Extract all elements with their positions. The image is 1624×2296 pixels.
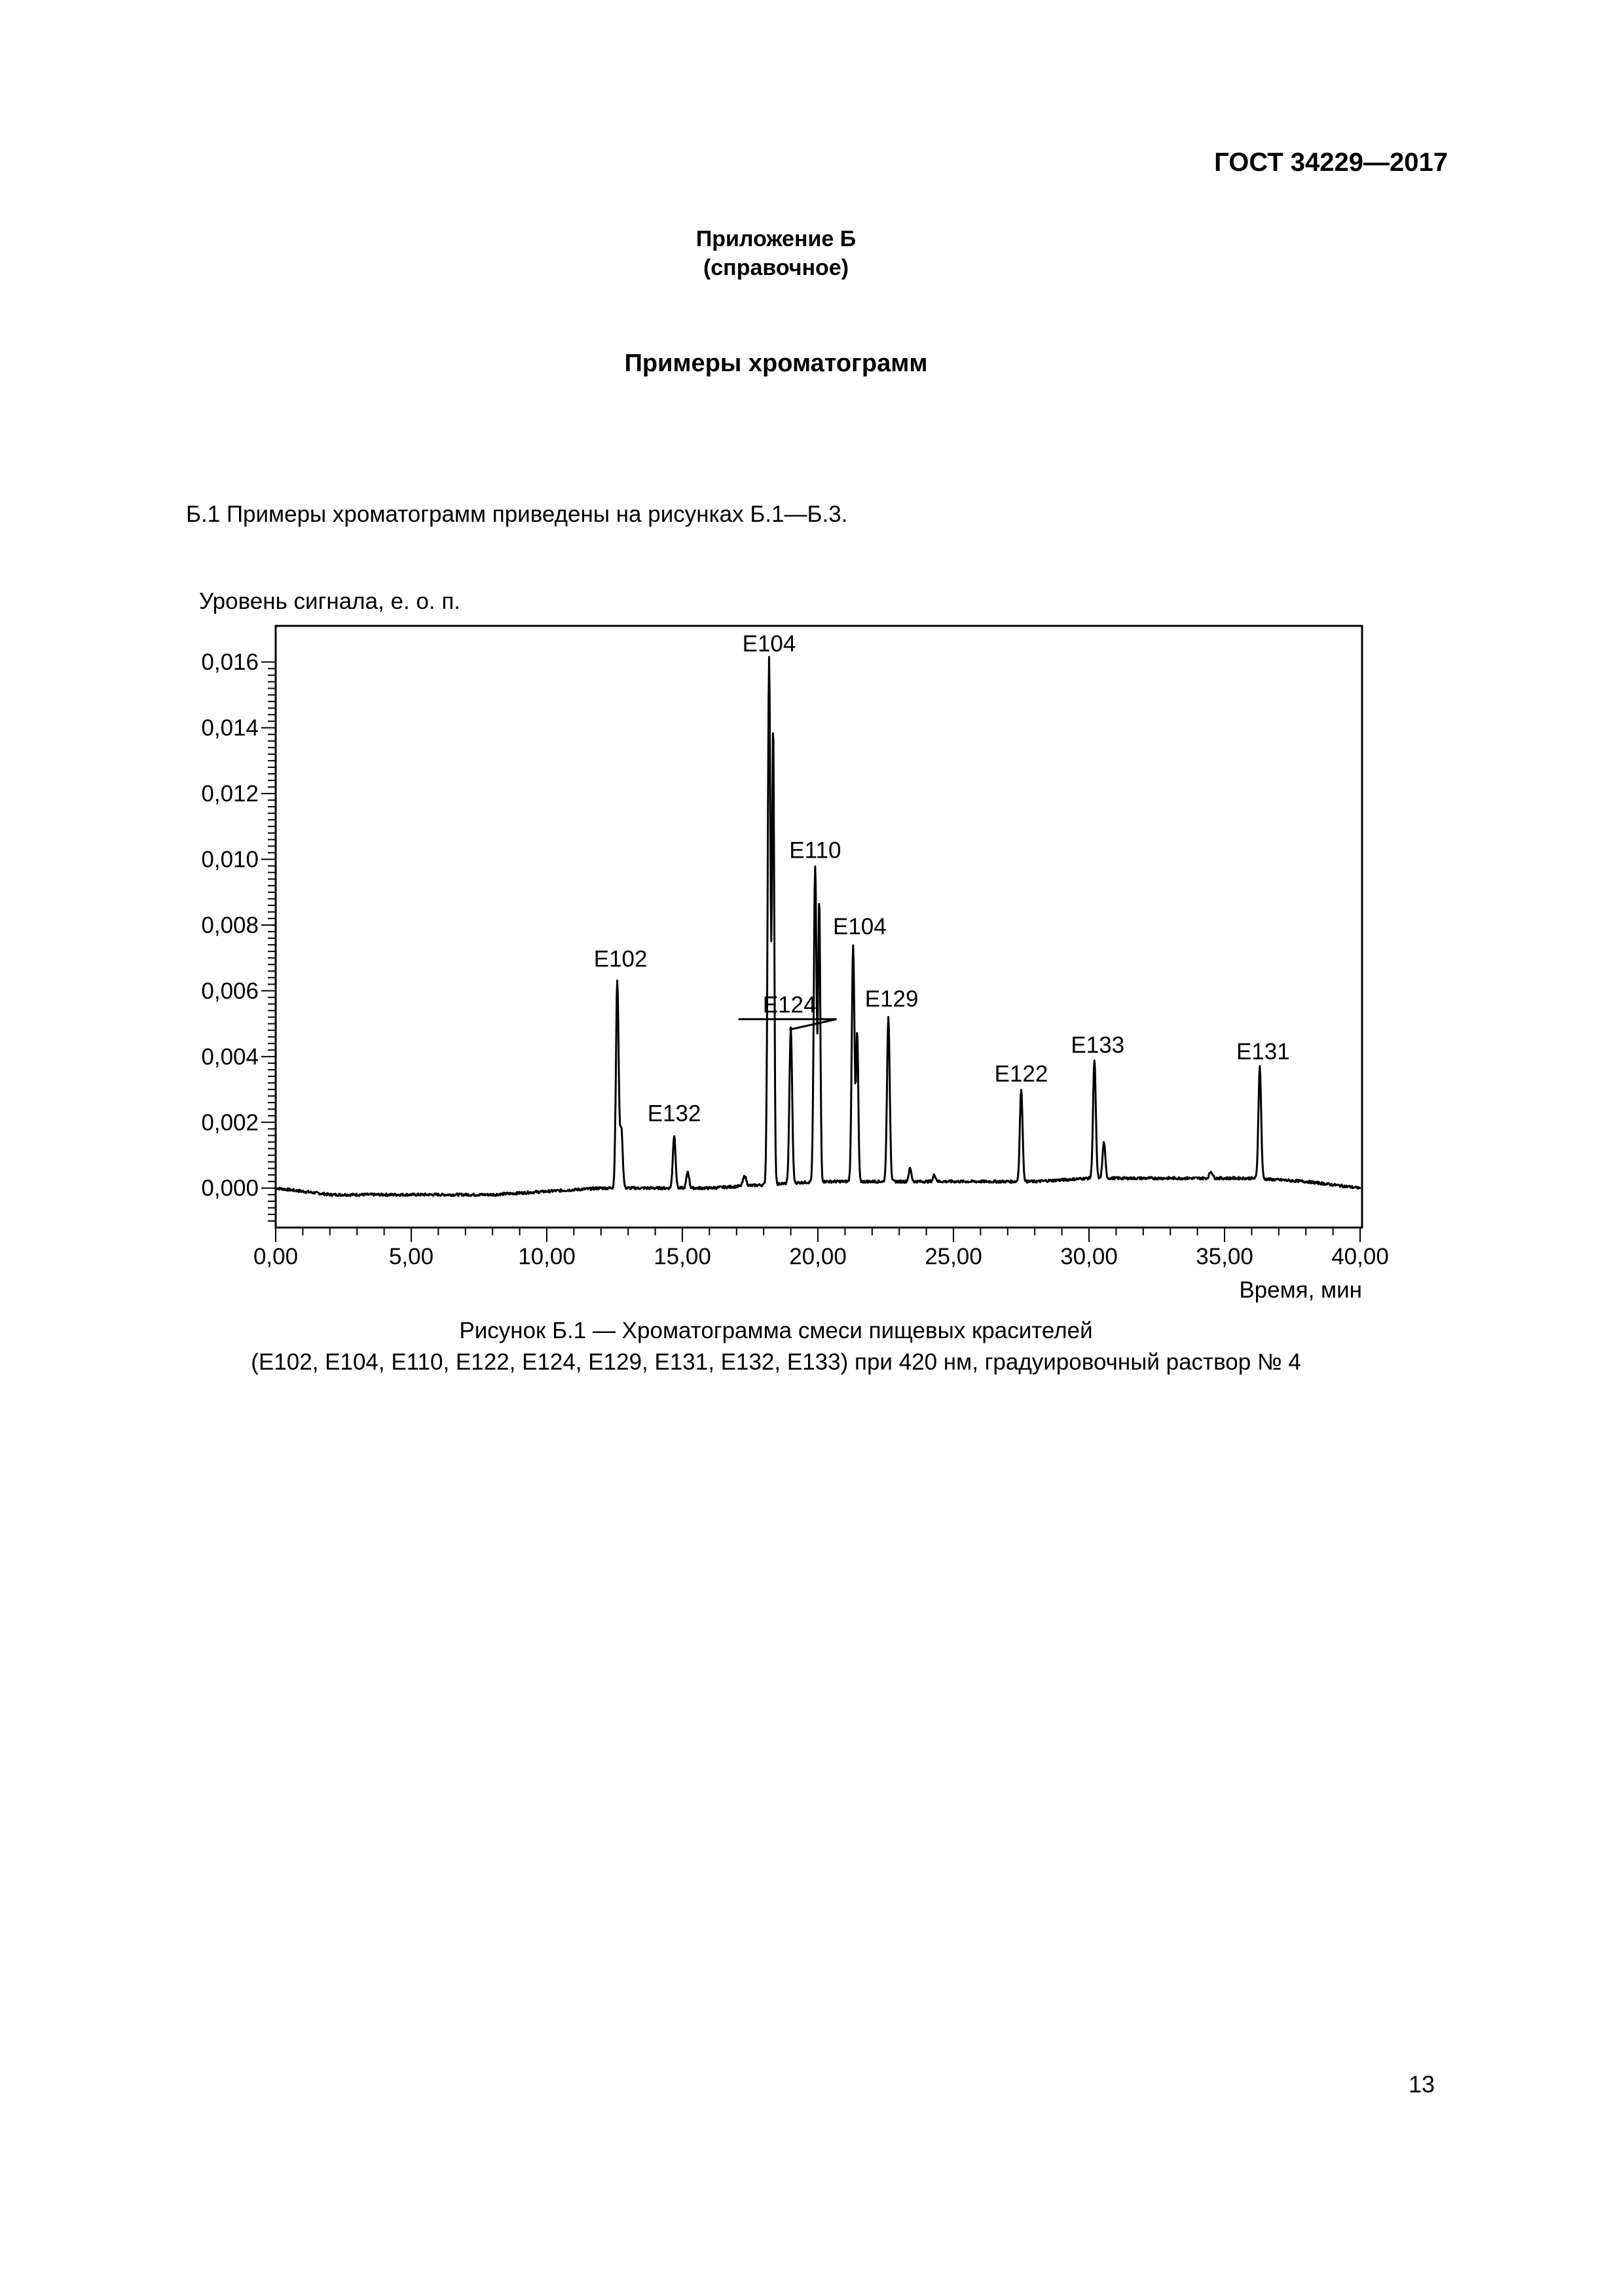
y-axis [201, 649, 276, 1221]
x-tick-label: 15,00 [654, 1244, 711, 1269]
peak-label-e104: E104 [832, 914, 887, 940]
x-tick-label: 20,00 [789, 1244, 847, 1269]
chromatogram-trace [276, 657, 1360, 1196]
x-tick-label: 10,00 [518, 1244, 576, 1269]
peak-label-e110: E110 [789, 837, 841, 864]
x-tick-label: 25,00 [925, 1244, 982, 1269]
caption-line-2: (E102, E104, E110, E122, E124, E129, E131, E132, E133) при 420 нм, градуировочный раствор № 4 [251, 1349, 1301, 1375]
appendix-subtitle: (справочное) [703, 255, 849, 280]
x-tick-label: 30,00 [1060, 1244, 1118, 1269]
y-tick-label: 0,016 [201, 649, 259, 676]
caption-line-1: Рисунок Б.1 — Хроматограмма смеси пищевых красителей [459, 1318, 1093, 1343]
x-tick-label: 0,00 [253, 1244, 299, 1269]
peak-label-e102: E102 [593, 946, 648, 972]
peak-label-e132: E132 [647, 1101, 701, 1127]
y-tick-label: 0,008 [201, 912, 259, 938]
y-tick-label: 0,012 [201, 781, 259, 807]
peak-labels [594, 631, 1290, 1126]
x-tick-label: 5,00 [388, 1244, 434, 1269]
intro-paragraph: Б.1 Примеры хроматограмм приведены на рисунках Б.1—Б.3. [186, 501, 848, 527]
section-title: Примеры хроматограмм [624, 350, 928, 377]
x-tick-label: 40,00 [1331, 1244, 1389, 1269]
peak-label-e124: E124 [762, 992, 817, 1018]
y-tick-label: 0,010 [201, 847, 259, 873]
document-code: ГОСТ 34229—2017 [1214, 148, 1448, 177]
page-number: 13 [1409, 2071, 1435, 2098]
y-tick-label: 0,014 [201, 715, 259, 741]
peak-label-e122: E122 [994, 1061, 1048, 1087]
appendix-title: Приложение Б [695, 227, 857, 251]
x-tick-label: 35,00 [1196, 1244, 1253, 1269]
y-tick-label: 0,004 [201, 1044, 259, 1070]
peak-label-e129: E129 [864, 986, 919, 1012]
peak-label-e133: E133 [1071, 1032, 1125, 1058]
peak-label-e104: E104 [742, 631, 796, 657]
x-axis-label: Время, мин [1239, 1277, 1362, 1303]
y-tick-label: 0,002 [201, 1110, 259, 1136]
y-tick-label: 0,006 [201, 978, 259, 1004]
y-axis-label: Уровень сигнала, е. о. п. [199, 589, 460, 614]
peak-label-e131: E131 [1236, 1038, 1290, 1065]
y-tick-label: 0,000 [201, 1175, 259, 1201]
x-axis [253, 1228, 1389, 1269]
figure-caption [0, 1315, 1552, 1378]
